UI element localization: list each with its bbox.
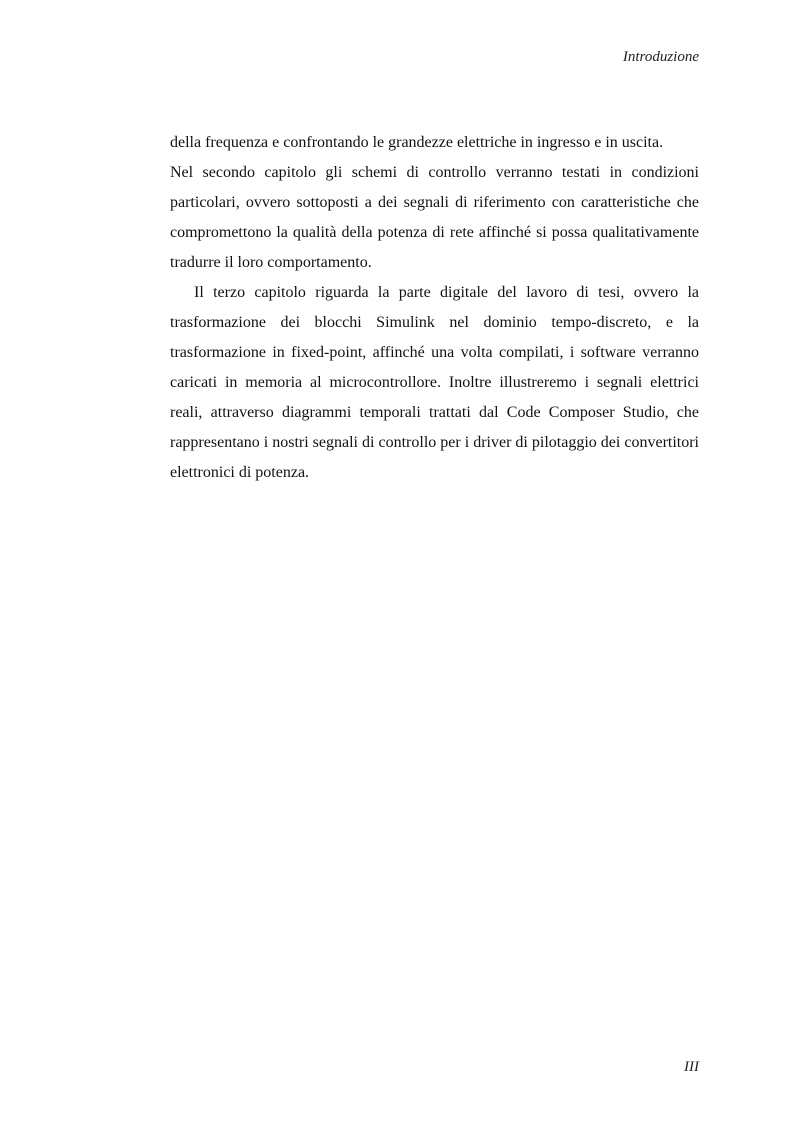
page-number: III	[684, 1059, 699, 1075]
paragraph-third-chapter: Il terzo capitolo riguarda la parte digitale del lavoro di tesi, ovvero la trasformazione dei blocchi Simulink nel dominio tempo-discreto, e la trasformazione in fixed-point, affinché una volta compilati, i software verranno caricati in memoria al microcontrollore. Inoltre illustreremo i segnali elettrici reali, attraverso diagrammi temporali trattati dal Code Composer Studio, che rappresentano i nostri segnali di controllo per i driver di pilotaggio dei convertitori elettronici di potenza.	[170, 284, 699, 481]
paragraph-second-chapter: Nel secondo capitolo gli schemi di controllo verranno testati in condizioni particolari, ovvero sottoposti a dei segnali di riferimento con caratteristiche che compromettono la qualità della potenza di rete affinché si possa qualitativamente tradurre il loro comportamento.	[170, 164, 699, 271]
body-text	[170, 128, 699, 488]
running-header-title: Introduzione	[622, 49, 699, 65]
paragraph-continuation: della frequenza e confrontando le grandezze elettriche in ingresso e in uscita.	[170, 134, 664, 151]
